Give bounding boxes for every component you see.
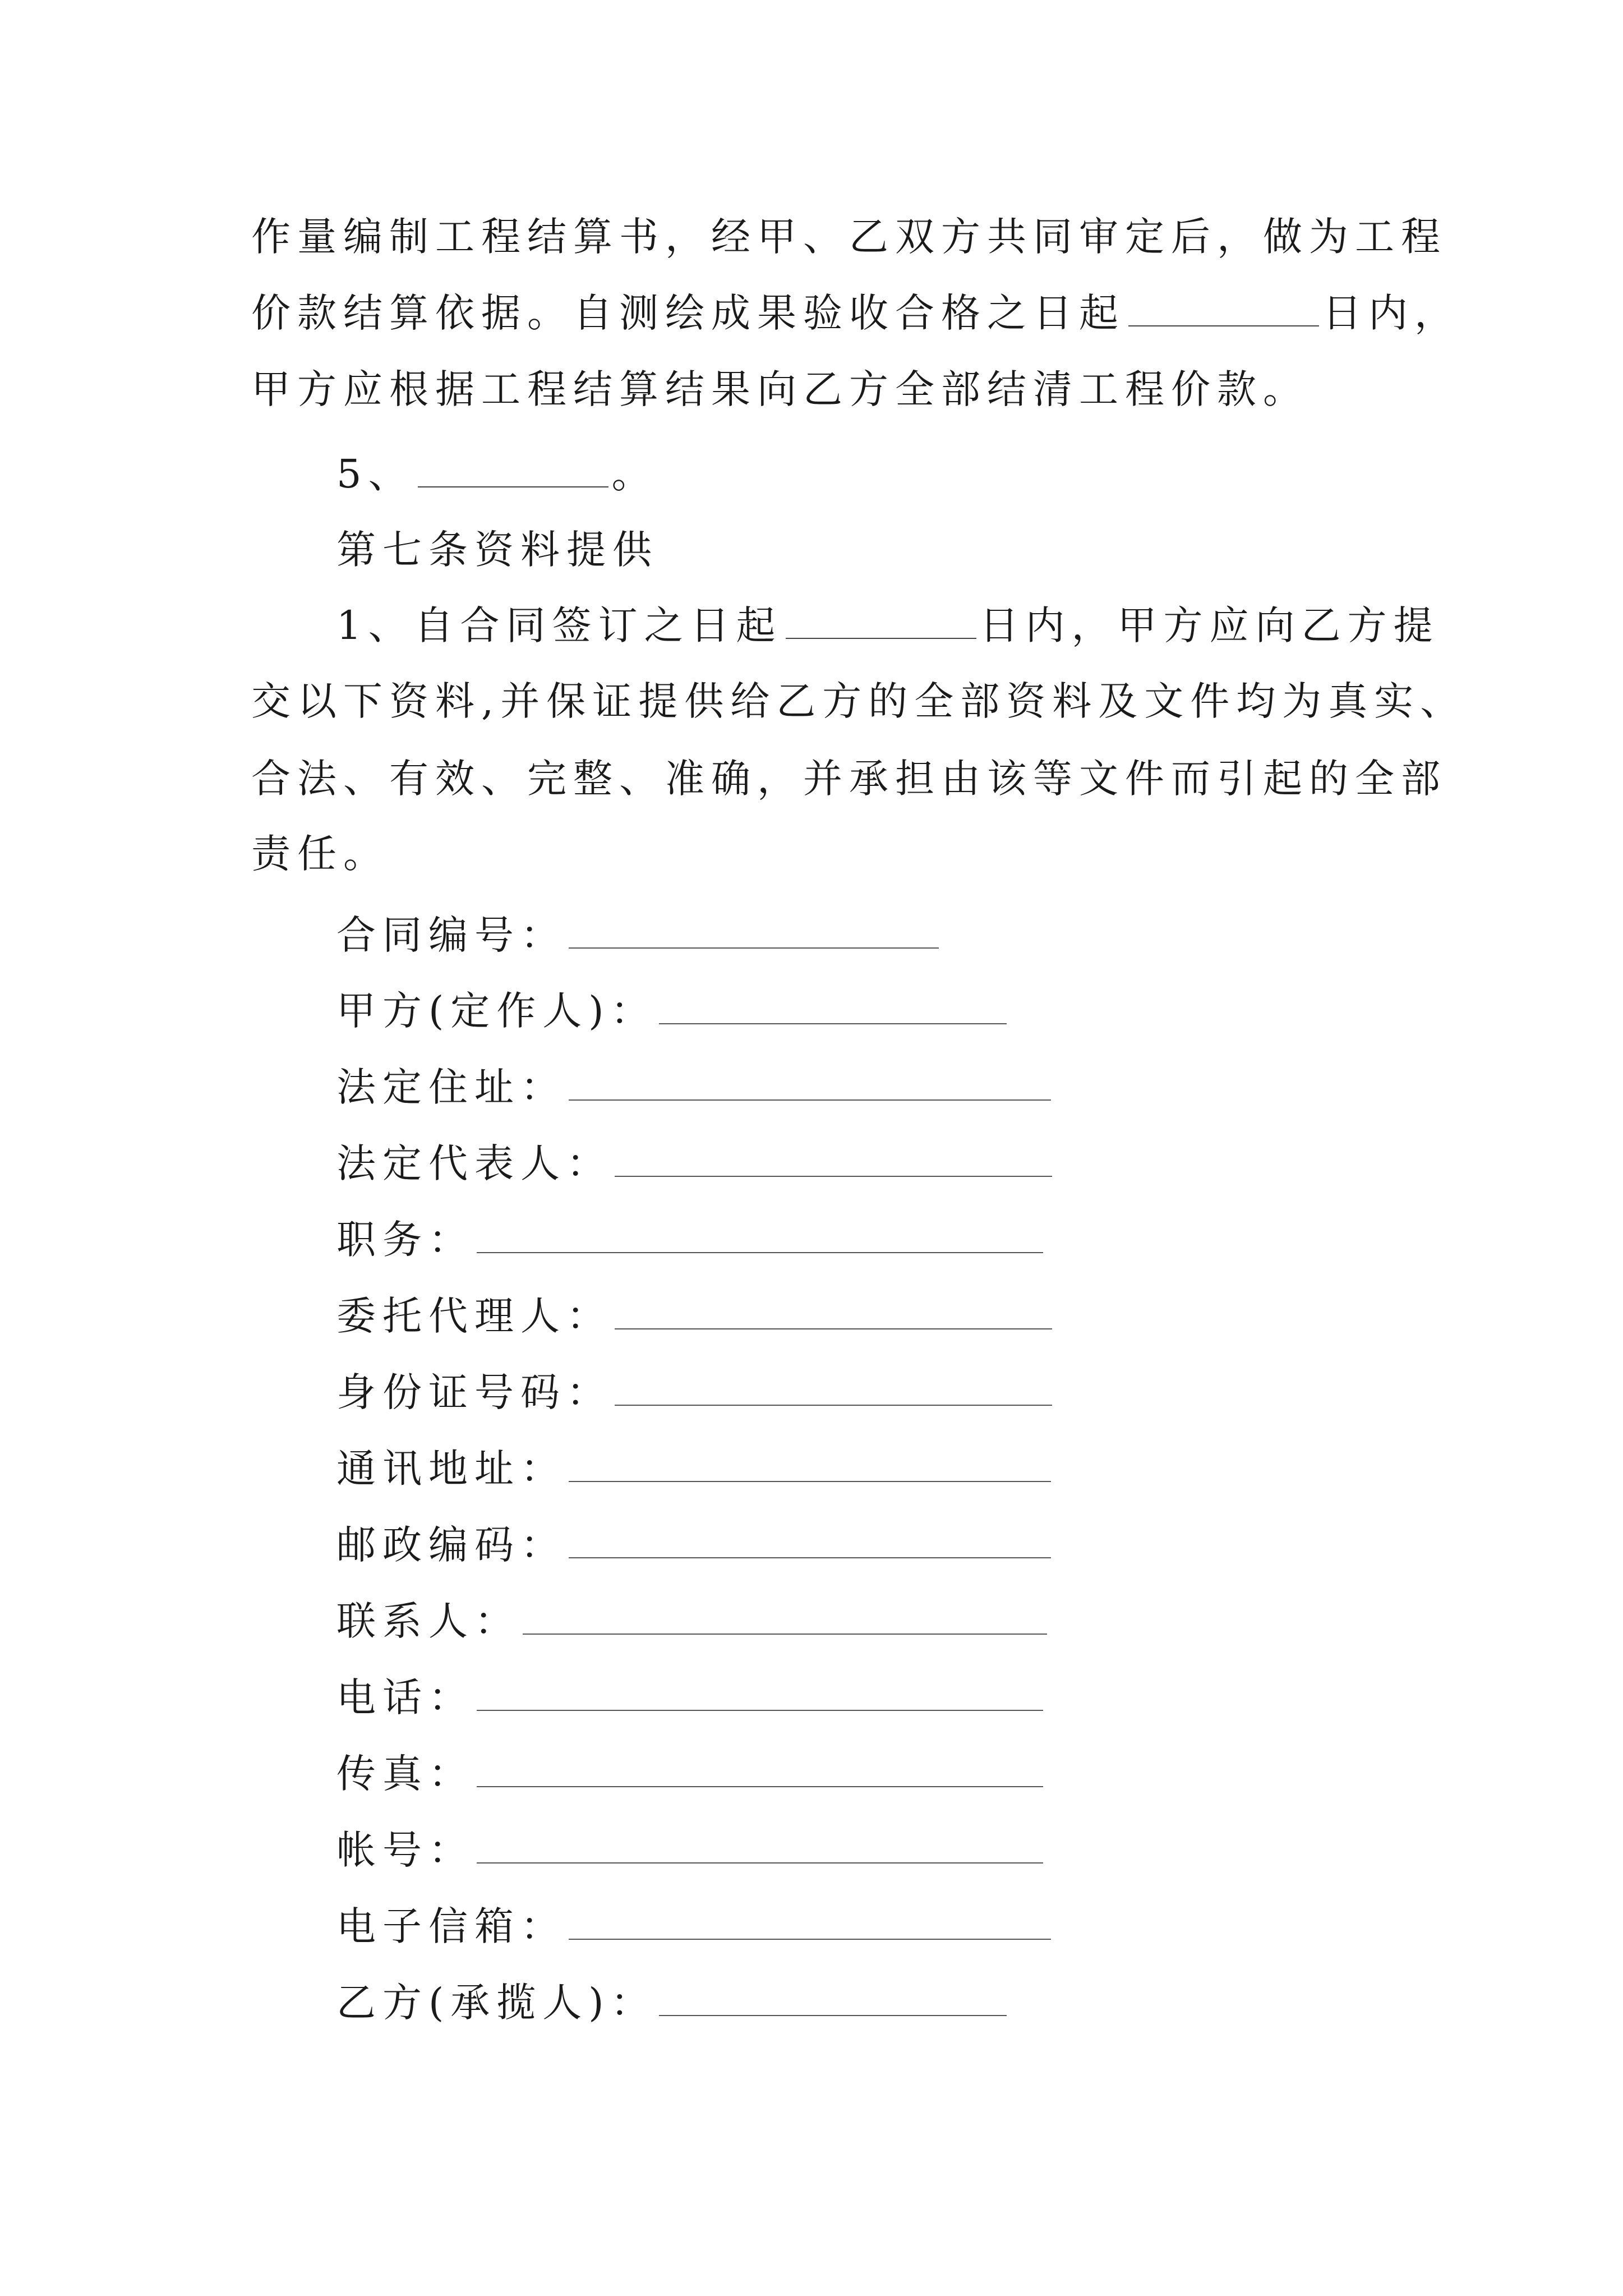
item-5 xyxy=(336,446,658,502)
article-7-item-1-line-4 xyxy=(251,826,389,882)
field-label: 法定住址： xyxy=(336,1064,566,1110)
field-blank xyxy=(569,1066,1051,1101)
paragraph-a-line-2-post: 日内， xyxy=(1322,290,1460,336)
submission-days-blank xyxy=(786,604,976,639)
field-blank xyxy=(569,1447,1051,1482)
article-7-item-1-line-1-pre: 1、自合同签订之日起 xyxy=(336,602,782,648)
field-blank xyxy=(477,1752,1043,1787)
field-blank xyxy=(569,1905,1051,1940)
item-5-blank xyxy=(418,453,608,487)
paragraph-a-line-2-pre: 价款结算依据。自测绘成果验收合格之日起 xyxy=(251,290,1125,336)
field-label: 委托代理人： xyxy=(336,1293,612,1339)
field-blank xyxy=(659,990,1007,1024)
article-7-title-text: 第七条资料提供 xyxy=(336,527,658,573)
field-id-number xyxy=(336,1364,1052,1420)
field-blank xyxy=(659,1981,1007,2016)
paragraph-a-line-1 xyxy=(251,209,1447,265)
field-label: 合同编号： xyxy=(336,912,566,958)
field-label: 帐号： xyxy=(336,1827,474,1873)
article-7-item-1-line-2 xyxy=(251,673,1466,729)
field-authorized-agent xyxy=(336,1288,1052,1344)
field-label: 法定代表人： xyxy=(336,1140,612,1186)
field-position xyxy=(336,1212,1043,1268)
field-blank xyxy=(615,1142,1052,1177)
field-legal-address xyxy=(336,1059,1051,1115)
field-contact-person xyxy=(336,1593,1047,1649)
field-label: 乙方(承揽人)： xyxy=(336,1980,657,2026)
field-label: 通讯地址： xyxy=(336,1446,566,1492)
paragraph-a-line-3-text: 甲方应根据工程结算结果向乙方全部结清工程价款。 xyxy=(251,366,1309,412)
field-party-b xyxy=(336,1975,1007,2031)
field-account-number xyxy=(336,1822,1043,1878)
field-blank xyxy=(569,914,939,949)
article-7-title xyxy=(336,522,658,578)
field-phone xyxy=(336,1669,1043,1726)
article-7-item-1-line-4-text: 责任。 xyxy=(251,831,389,877)
field-label: 电话： xyxy=(336,1674,474,1720)
field-label: 传真： xyxy=(336,1751,474,1797)
field-mailing-address xyxy=(336,1441,1051,1497)
field-legal-representative xyxy=(336,1135,1052,1191)
item-5-prefix: 5、 xyxy=(336,451,414,497)
field-email xyxy=(336,1898,1051,1954)
field-label: 身份证号码： xyxy=(336,1369,612,1415)
field-blank xyxy=(569,1524,1051,1558)
field-label: 电子信箱： xyxy=(336,1903,566,1949)
field-label: 联系人： xyxy=(336,1598,520,1644)
field-postal-code xyxy=(336,1517,1051,1573)
field-blank xyxy=(477,1218,1043,1253)
paragraph-a-line-2 xyxy=(251,285,1460,341)
item-5-suffix: 。 xyxy=(611,451,658,497)
field-label: 邮政编码： xyxy=(336,1522,566,1568)
field-label: 职务： xyxy=(336,1217,474,1263)
field-blank xyxy=(477,1829,1043,1864)
field-blank xyxy=(615,1295,1052,1329)
settlement-days-blank xyxy=(1128,292,1319,326)
article-7-item-1-line-3-text: 合法、有效、完整、准确，并承担由该等文件而引起的全部 xyxy=(251,756,1447,802)
article-7-item-1-line-1 xyxy=(336,597,1440,654)
field-blank xyxy=(477,1676,1043,1711)
article-7-item-1-line-1-post: 日内，甲方应向乙方提 xyxy=(979,602,1440,648)
field-party-a xyxy=(336,983,1007,1039)
paragraph-a-line-3 xyxy=(251,361,1309,417)
field-label: 甲方(定作人)： xyxy=(336,988,657,1034)
field-contract-number xyxy=(336,907,939,963)
field-blank xyxy=(615,1371,1052,1406)
field-blank xyxy=(523,1600,1047,1635)
article-7-item-1-line-2-text: 交以下资料,并保证提供给乙方的全部资料及文件均为真实、 xyxy=(251,678,1467,724)
article-7-item-1-line-3 xyxy=(251,751,1447,807)
paragraph-a-line-1-text: 作量编制工程结算书，经甲、乙双方共同审定后，做为工程 xyxy=(251,214,1447,260)
field-fax xyxy=(336,1746,1043,1802)
